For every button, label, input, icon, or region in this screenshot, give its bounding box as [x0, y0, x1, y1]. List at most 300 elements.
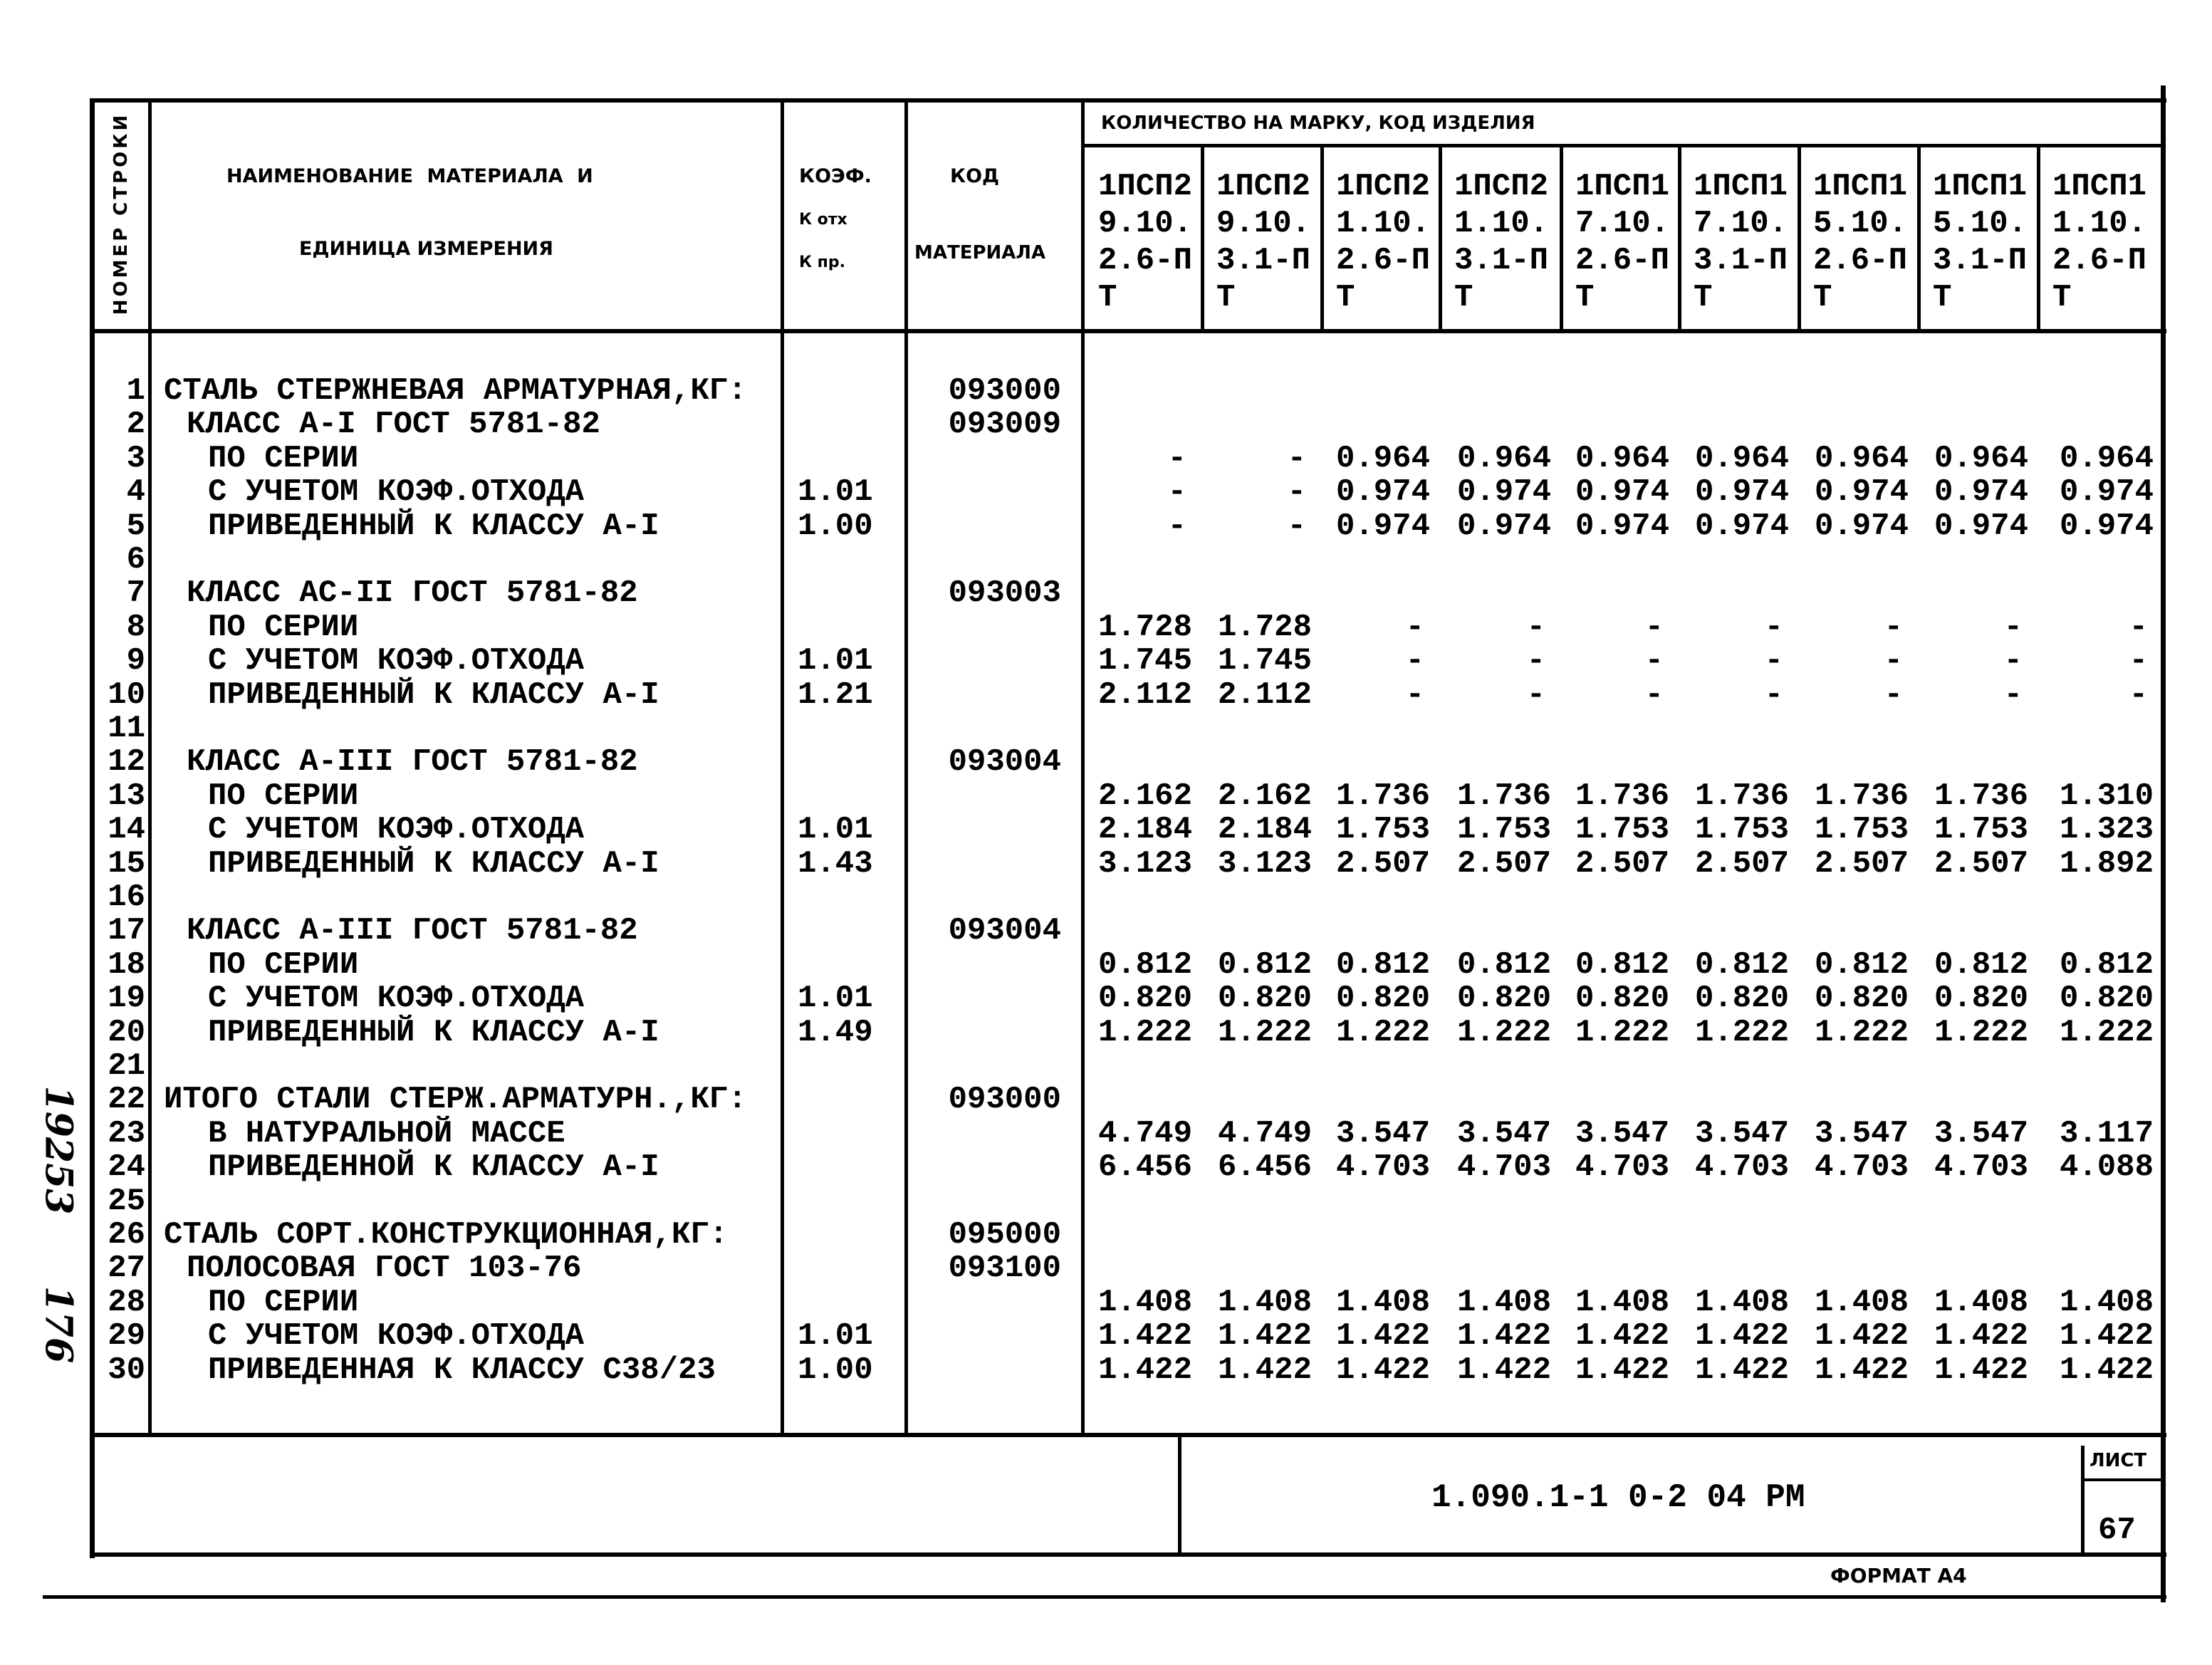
- quantity-cell: 1.422: [1934, 1352, 2028, 1388]
- quantity-cell: 1.323: [2059, 812, 2154, 848]
- quantity-cell: 1.222: [1814, 1014, 1909, 1050]
- product-header-line: 5.10.: [1933, 206, 2028, 241]
- quantity-cell: 1.422: [2059, 1318, 2154, 1355]
- quantity-cell: 2.112: [1217, 677, 1312, 713]
- quantity-cell: 1.422: [1217, 1318, 1312, 1355]
- quantity-cell: 3.547: [1934, 1115, 2028, 1152]
- product-header-line: 2.6-П: [1575, 243, 1670, 278]
- quantity-cell: 1.736: [1456, 778, 1551, 814]
- title-block-bottom-rule: [90, 1552, 2166, 1557]
- quantity-cell: -: [1287, 440, 1306, 476]
- material-name: С УЧЕТОМ КОЭФ.ОТХОДА: [208, 474, 585, 511]
- coefficient: 1.01: [798, 812, 873, 848]
- material-name: КЛАСС А-I ГОСТ 5781-82: [187, 407, 600, 443]
- row-number: 28: [108, 1284, 145, 1320]
- quantity-cell: 3.547: [1335, 1115, 1430, 1152]
- quantity-cell: 0.964: [1335, 440, 1430, 476]
- material-name: С УЧЕТОМ КОЭФ.ОТХОДА: [208, 812, 585, 848]
- row-number: 29: [108, 1318, 145, 1355]
- coefficient: 1.49: [798, 1014, 873, 1050]
- quantity-cell: 0.974: [2059, 508, 2154, 544]
- quantity-cell: -: [1764, 609, 1783, 645]
- col-rule-product: [1439, 145, 1442, 332]
- quantity-cell: -: [2003, 643, 2023, 679]
- quantity-cell: 1.422: [1694, 1352, 1789, 1388]
- quantity-cell: 1.736: [1814, 778, 1909, 814]
- material-name: ИТОГО СТАЛИ СТЕРЖ.АРМАТУРН.,КГ:: [164, 1082, 747, 1118]
- material-name: СТАЛЬ СТЕРЖНЕВАЯ АРМАТУРНАЯ,КГ:: [164, 373, 747, 409]
- table-row: [0, 644, 2212, 678]
- quantity-cell: -: [2129, 643, 2148, 679]
- row-number: 21: [108, 1048, 145, 1084]
- quantity-cell: 0.820: [2059, 981, 2154, 1017]
- quantity-cell: -: [2003, 609, 2023, 645]
- quantity-cell: 1.422: [1217, 1352, 1312, 1388]
- quantity-cell: 0.964: [1934, 440, 2028, 476]
- material-name: ПРИВЕДЕННАЯ К КЛАССУ С38/23: [208, 1352, 716, 1388]
- product-header-line: 1ПСП1: [1575, 169, 1670, 204]
- material-code: 093009: [948, 407, 1061, 443]
- code-header-line2: МАТЕРИАЛА: [914, 242, 1046, 263]
- quantity-cell: -: [2129, 609, 2148, 645]
- quantity-cell: 1.408: [2059, 1284, 2154, 1320]
- material-name: КЛАСС АС-II ГОСТ 5781-82: [187, 575, 638, 612]
- product-header-line: 2.6-П: [2052, 243, 2147, 278]
- quantity-cell: 1.222: [1097, 1014, 1192, 1050]
- code-header-line1: КОД: [950, 165, 1000, 187]
- format-bottom-rule: [43, 1595, 2166, 1599]
- quantity-cell: 2.507: [1934, 845, 2028, 882]
- table-row: [0, 1083, 2212, 1117]
- col-rule-product: [1320, 145, 1324, 332]
- quantity-cell: -: [1764, 643, 1783, 679]
- quantity-cell: 0.974: [1814, 508, 1909, 544]
- row-number: 13: [108, 778, 145, 814]
- material-code: 093000: [948, 373, 1061, 409]
- coefficient: 1.01: [798, 981, 873, 1017]
- quantity-cell: 1.753: [1575, 812, 1669, 848]
- quantity-cell: 1.753: [1814, 812, 1909, 848]
- quantity-cell: 0.820: [1217, 981, 1312, 1017]
- quantity-cell: 2.507: [1335, 845, 1430, 882]
- product-header-line: Т: [2052, 280, 2072, 315]
- quantity-cell: -: [1167, 508, 1186, 544]
- material-name: ПО СЕРИИ: [208, 1284, 359, 1320]
- quantity-cell: 0.964: [1694, 440, 1789, 476]
- quantity-cell: 1.753: [1934, 812, 2028, 848]
- product-header-line: 1ПСП2: [1454, 169, 1549, 204]
- quantity-cell: 3.123: [1097, 845, 1192, 882]
- quantity-cell: 0.974: [1575, 474, 1669, 511]
- coef-header-line3: К пр.: [799, 254, 845, 271]
- product-header-line: Т: [1575, 280, 1595, 315]
- frame-top: [90, 98, 2166, 103]
- quantity-cell: 0.974: [1694, 508, 1789, 544]
- quantity-cell: 1.310: [2059, 778, 2154, 814]
- quantity-cell: 4.703: [1575, 1149, 1669, 1186]
- product-header-line: Т: [1336, 280, 1355, 315]
- quantity-cell: 2.507: [1814, 845, 1909, 882]
- quantity-cell: 1.745: [1097, 643, 1192, 679]
- quantity-cell: 0.964: [2059, 440, 2154, 476]
- quantity-cell: 4.703: [1335, 1149, 1430, 1186]
- col-rule-product: [1201, 145, 1204, 332]
- product-header-line: Т: [1933, 280, 1952, 315]
- quantity-cell: 1.422: [1456, 1318, 1551, 1355]
- quantity-cell: 1.222: [1217, 1014, 1312, 1050]
- quantity-cell: -: [1405, 643, 1424, 679]
- row-number: 23: [108, 1115, 145, 1152]
- material-name: КЛАСС А-III ГОСТ 5781-82: [187, 913, 638, 949]
- material-name: СТАЛЬ СОРТ.КОНСТРУКЦИОННАЯ,КГ:: [164, 1217, 729, 1253]
- material-name: С УЧЕТОМ КОЭФ.ОТХОДА: [208, 1318, 585, 1355]
- quantity-cell: 1.736: [1335, 778, 1430, 814]
- quantity-cell: -: [1644, 609, 1664, 645]
- quantity-cell: 0.974: [1335, 474, 1430, 511]
- quantity-cell: 4.749: [1097, 1115, 1192, 1152]
- row-number: 15: [108, 845, 145, 882]
- product-header-line: 1ПСП1: [1694, 169, 1788, 204]
- quantity-cell: 1.753: [1694, 812, 1789, 848]
- product-header-line: Т: [1813, 280, 1832, 315]
- material-code: 093000: [948, 1082, 1061, 1118]
- quantity-cell: 1.222: [2059, 1014, 2154, 1050]
- material-name: ПО СЕРИИ: [208, 778, 359, 814]
- quantity-cell: -: [1167, 440, 1186, 476]
- quantity-cell: 3.547: [1575, 1115, 1669, 1152]
- product-header-line: 7.10.: [1575, 206, 1670, 241]
- quantity-cell: 3.123: [1217, 845, 1312, 882]
- quantity-cell: 1.728: [1217, 609, 1312, 645]
- table-row: [0, 712, 2212, 746]
- product-header-line: 1ПСП2: [1336, 169, 1431, 204]
- quantity-cell: 1.892: [2059, 845, 2154, 882]
- quantity-cell: 1.408: [1814, 1284, 1909, 1320]
- product-header-line: Т: [1098, 280, 1117, 315]
- quantity-cell: 0.812: [1575, 946, 1669, 983]
- table-row: [0, 914, 2212, 948]
- material-name: ПРИВЕДЕННЫЙ К КЛАССУ А-I: [208, 845, 659, 882]
- quantity-cell: 4.703: [1934, 1149, 2028, 1186]
- row-number: 3: [126, 440, 145, 476]
- row-number: 19: [108, 981, 145, 1017]
- table-row: [0, 1185, 2212, 1218]
- product-header-line: 2.6-П: [1336, 243, 1431, 278]
- row-number: 26: [108, 1217, 145, 1253]
- document-code: 1.090.1-1 0-2 04 РМ: [1431, 1479, 1805, 1516]
- quantity-cell: 0.812: [1694, 946, 1789, 983]
- quantity-cell: 1.422: [1456, 1352, 1551, 1388]
- table-row: [0, 476, 2212, 509]
- quantity-subheader-rule: [1082, 144, 2165, 147]
- table-row: [0, 679, 2212, 712]
- row-number: 9: [126, 643, 145, 679]
- row-number: 14: [108, 812, 145, 848]
- name-header-line2: ЕДИНИЦА ИЗМЕРЕНИЯ: [299, 238, 553, 260]
- product-header-line: 3.1-П: [1694, 243, 1788, 278]
- quantity-cell: 2.112: [1097, 677, 1192, 713]
- quantity-cell: 1.408: [1097, 1284, 1192, 1320]
- product-header-line: 1ПСП2: [1098, 169, 1193, 204]
- product-header-line: 2.6-П: [1813, 243, 1908, 278]
- quantity-cell: 1.422: [2059, 1352, 2154, 1388]
- row-number: 6: [126, 542, 145, 578]
- quantity-cell: 1.422: [1335, 1318, 1430, 1355]
- quantity-cell: 1.408: [1217, 1284, 1312, 1320]
- row-number: 11: [108, 711, 145, 746]
- quantity-cell: -: [1764, 677, 1783, 713]
- row-number: 22: [108, 1082, 145, 1118]
- row-number: 8: [126, 609, 145, 645]
- quantity-cell: 0.812: [2059, 946, 2154, 983]
- quantity-cell: 1.408: [1456, 1284, 1551, 1320]
- table-row: [0, 1117, 2212, 1151]
- quantity-cell: 0.812: [1456, 946, 1551, 983]
- product-header-line: 1.10.: [1454, 206, 1549, 241]
- quantity-cell: -: [1405, 677, 1424, 713]
- quantity-cell: -: [1405, 609, 1424, 645]
- quantity-cell: 0.820: [1097, 981, 1192, 1017]
- table-row: [0, 982, 2212, 1016]
- row-number: 2: [126, 407, 145, 443]
- quantity-cell: 1.222: [1335, 1014, 1430, 1050]
- material-name: С УЧЕТОМ КОЭФ.ОТХОДА: [208, 981, 585, 1017]
- coef-header-line2: К отх: [799, 211, 847, 229]
- row-number-header: НОМЕР СТРОКИ: [110, 112, 132, 315]
- row-number: 12: [108, 744, 145, 781]
- quantity-cell: 1.728: [1097, 609, 1192, 645]
- coefficient: 1.01: [798, 643, 873, 679]
- table-row: [0, 408, 2212, 442]
- quantity-cell: 1.422: [1335, 1352, 1430, 1388]
- material-code: 093004: [948, 913, 1061, 949]
- quantity-cell: 1.422: [1814, 1318, 1909, 1355]
- quantity-cell: 3.117: [2059, 1115, 2154, 1152]
- quantity-cell: 2.507: [1694, 845, 1789, 882]
- quantity-cell: 0.974: [1335, 508, 1430, 544]
- quantity-cell: 0.974: [1456, 474, 1551, 511]
- row-number: 5: [126, 508, 145, 544]
- table-row: [0, 780, 2212, 813]
- quantity-cell: -: [1884, 677, 1903, 713]
- quantity-cell: 1.222: [1694, 1014, 1789, 1050]
- product-header-line: 5.10.: [1813, 206, 1908, 241]
- product-header-line: 9.10.: [1216, 206, 1311, 241]
- material-code: 095000: [948, 1217, 1061, 1253]
- quantity-cell: 1.408: [1934, 1284, 2028, 1320]
- quantity-cell: 3.547: [1814, 1115, 1909, 1152]
- quantity-cell: 4.703: [1814, 1149, 1909, 1186]
- coefficient: 1.01: [798, 1318, 873, 1355]
- material-name: КЛАСС А-III ГОСТ 5781-82: [187, 744, 638, 781]
- row-number: 16: [108, 880, 145, 915]
- material-name: ПРИВЕДЕННЫЙ К КЛАССУ А-I: [208, 508, 659, 544]
- material-code: 093100: [948, 1251, 1061, 1287]
- quantity-cell: 1.222: [1456, 1014, 1551, 1050]
- table-row: [0, 1218, 2212, 1252]
- material-name: С УЧЕТОМ КОЭФ.ОТХОДА: [208, 643, 585, 679]
- table-row: [0, 442, 2212, 476]
- quantity-cell: 0.820: [1814, 981, 1909, 1017]
- coefficient: 1.21: [798, 677, 873, 713]
- quantity-cell: 1.422: [1575, 1352, 1669, 1388]
- product-header-line: 1.10.: [2052, 206, 2147, 241]
- quantity-cell: 1.422: [1934, 1318, 2028, 1355]
- table-row: [0, 946, 2212, 983]
- product-header-line: Т: [1694, 280, 1713, 315]
- product-header-line: 9.10.: [1098, 206, 1193, 241]
- product-header-line: 2.6-П: [1098, 243, 1193, 278]
- quantity-cell: 0.812: [1934, 946, 2028, 983]
- row-number: 18: [108, 946, 145, 983]
- row-number: 7: [126, 575, 145, 612]
- product-header-line: 3.1-П: [1454, 243, 1549, 278]
- quantity-cell: -: [1644, 677, 1664, 713]
- quantity-cell: 0.974: [1934, 508, 2028, 544]
- quantity-cell: 1.422: [1814, 1352, 1909, 1388]
- col-rule-product: [1678, 145, 1681, 332]
- coef-header-line1: КОЭФ.: [799, 165, 872, 187]
- quantity-cell: 0.820: [1694, 981, 1789, 1017]
- product-header-line: 1.10.: [1336, 206, 1431, 241]
- row-number: 10: [108, 677, 145, 713]
- table-row: [0, 577, 2212, 610]
- col-rule-product: [1798, 145, 1801, 332]
- quantity-cell: 0.964: [1814, 440, 1909, 476]
- row-number: 30: [108, 1352, 145, 1388]
- quantity-cell: 3.547: [1456, 1115, 1551, 1152]
- material-name: ПОЛОСОВАЯ ГОСТ 103-76: [187, 1251, 582, 1287]
- format-label: ФОРМАТ А4: [1830, 1564, 1967, 1587]
- coefficient: 1.43: [798, 845, 873, 882]
- quantity-cell: 0.820: [1335, 981, 1430, 1017]
- quantity-cell: 1.753: [1456, 812, 1551, 848]
- quantity-cell: -: [1644, 643, 1664, 679]
- table-row: [0, 510, 2212, 543]
- table-bottom-rule: [90, 1433, 2166, 1437]
- col-rule-product: [1917, 145, 1921, 332]
- quantity-cell: 0.820: [1575, 981, 1669, 1017]
- table-row: [0, 1050, 2212, 1083]
- quantity-cell: -: [1526, 677, 1545, 713]
- quantity-cell: 1.222: [1934, 1014, 2028, 1050]
- quantity-cell: 1.422: [1097, 1352, 1192, 1388]
- quantity-cell: 4.703: [1456, 1149, 1551, 1186]
- quantity-cell: -: [2129, 677, 2148, 713]
- quantity-cell: 1.408: [1575, 1284, 1669, 1320]
- sheet-box-divider: [2081, 1446, 2085, 1555]
- quantity-cell: -: [1167, 474, 1186, 511]
- quantity-cell: 2.507: [1575, 845, 1669, 882]
- quantity-cell: 6.456: [1217, 1149, 1312, 1186]
- row-number: 27: [108, 1251, 145, 1287]
- table-row: [0, 1016, 2212, 1050]
- table-row: [0, 611, 2212, 644]
- material-name: ПО СЕРИИ: [208, 946, 359, 983]
- product-header-line: 1ПСП1: [1813, 169, 1908, 204]
- product-header-line: 1ПСП1: [1933, 169, 2028, 204]
- quantity-cell: 1.422: [1575, 1318, 1669, 1355]
- quantity-cell: 0.820: [1456, 981, 1551, 1017]
- quantity-cell: 1.736: [1694, 778, 1789, 814]
- sheet-number: 67: [2098, 1513, 2136, 1548]
- table-row: [0, 1252, 2212, 1285]
- quantity-cell: -: [1884, 643, 1903, 679]
- product-header-line: 3.1-П: [1933, 243, 2028, 278]
- name-header-line1: НАИМЕНОВАНИЕ МАТЕРИАЛА И: [226, 165, 593, 187]
- row-number: 25: [108, 1183, 145, 1219]
- quantity-cell: 0.974: [1456, 508, 1551, 544]
- page-number-note: 176: [36, 1285, 80, 1364]
- col-rule-product: [1560, 145, 1563, 332]
- quantity-header: КОЛИЧЕСТВО НА МАРКУ, КОД ИЗДЕЛИЯ: [1101, 113, 1535, 134]
- col-rule-product: [2037, 145, 2040, 332]
- quantity-cell: 1.422: [1097, 1318, 1192, 1355]
- quantity-cell: -: [1526, 643, 1545, 679]
- quantity-cell: 0.974: [1814, 474, 1909, 511]
- table-row: [0, 847, 2212, 881]
- product-header-line: 7.10.: [1694, 206, 1788, 241]
- quantity-cell: 6.456: [1097, 1149, 1192, 1186]
- quantity-cell: 4.088: [2059, 1149, 2154, 1186]
- quantity-cell: 0.974: [1694, 474, 1789, 511]
- row-number: 24: [108, 1149, 145, 1186]
- quantity-cell: -: [1287, 474, 1306, 511]
- quantity-cell: 3.547: [1694, 1115, 1789, 1152]
- table-row: [0, 813, 2212, 847]
- quantity-cell: 1.222: [1575, 1014, 1669, 1050]
- quantity-cell: 0.812: [1814, 946, 1909, 983]
- quantity-cell: 0.974: [2059, 474, 2154, 511]
- quantity-cell: -: [2003, 677, 2023, 713]
- quantity-cell: 1.736: [1575, 778, 1669, 814]
- material-name: ПО СЕРИИ: [208, 440, 359, 476]
- quantity-cell: 2.507: [1456, 845, 1551, 882]
- quantity-cell: 0.964: [1456, 440, 1551, 476]
- quantity-cell: -: [1526, 609, 1545, 645]
- product-header-line: Т: [1454, 280, 1473, 315]
- material-code: 093004: [948, 744, 1061, 781]
- row-number: 20: [108, 1014, 145, 1050]
- quantity-cell: 0.812: [1335, 946, 1430, 983]
- quantity-cell: -: [1287, 508, 1306, 544]
- table-row: [0, 1151, 2212, 1184]
- material-name: ПО СЕРИИ: [208, 609, 359, 645]
- quantity-cell: 1.408: [1335, 1284, 1430, 1320]
- quantity-cell: 2.184: [1217, 812, 1312, 848]
- quantity-cell: 4.703: [1694, 1149, 1789, 1186]
- quantity-cell: 0.974: [1934, 474, 2028, 511]
- table-row: [0, 1286, 2212, 1320]
- material-name: ПРИВЕДЕННЫЙ К КЛАССУ А-I: [208, 677, 659, 713]
- quantity-cell: 1.408: [1694, 1284, 1789, 1320]
- material-code: 093003: [948, 575, 1061, 612]
- title-block-divider: [1178, 1433, 1181, 1555]
- material-name: В НАТУРАЛЬНОЙ МАССЕ: [208, 1115, 565, 1152]
- material-name: ПРИВЕДЕННОЙ К КЛАССУ А-I: [208, 1149, 659, 1186]
- table-row: [0, 375, 2212, 408]
- row-number: 4: [126, 474, 145, 511]
- quantity-cell: 0.964: [1575, 440, 1669, 476]
- quantity-cell: -: [1884, 609, 1903, 645]
- product-header-line: Т: [1216, 280, 1236, 315]
- quantity-cell: 2.162: [1217, 778, 1312, 814]
- product-header-line: 1ПСП1: [2052, 169, 2147, 204]
- row-number: 17: [108, 913, 145, 949]
- quantity-cell: 0.812: [1217, 946, 1312, 983]
- quantity-cell: 0.820: [1934, 981, 2028, 1017]
- product-header-line: 1ПСП2: [1216, 169, 1311, 204]
